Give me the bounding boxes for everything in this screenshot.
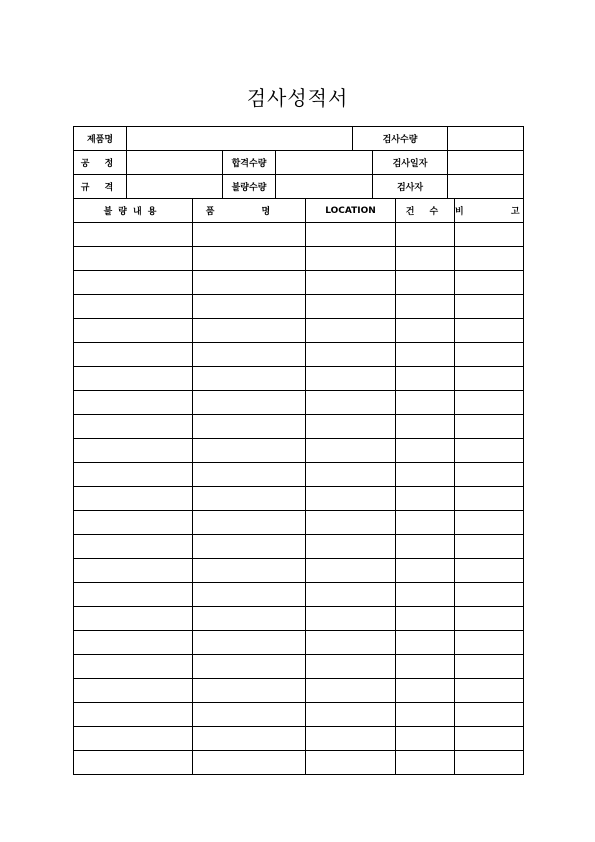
location-cell[interactable] bbox=[306, 415, 396, 439]
remarks-cell[interactable] bbox=[455, 607, 524, 631]
count-cell[interactable] bbox=[396, 535, 455, 559]
count-cell[interactable] bbox=[396, 655, 455, 679]
item-name-cell[interactable] bbox=[193, 655, 306, 679]
defect-content-cell[interactable] bbox=[74, 679, 193, 703]
defect-content-cell[interactable] bbox=[74, 295, 193, 319]
item-name-cell[interactable] bbox=[193, 583, 306, 607]
process-field[interactable] bbox=[127, 151, 223, 175]
count-cell[interactable] bbox=[396, 439, 455, 463]
remarks-cell[interactable] bbox=[455, 727, 524, 751]
table-row bbox=[74, 319, 524, 343]
count-cell[interactable] bbox=[396, 463, 455, 487]
item-name-cell[interactable] bbox=[193, 319, 306, 343]
location-cell[interactable] bbox=[306, 535, 396, 559]
location-cell[interactable] bbox=[306, 367, 396, 391]
table-row bbox=[74, 727, 524, 751]
remarks-cell[interactable] bbox=[455, 583, 524, 607]
item-name-cell[interactable] bbox=[193, 271, 306, 295]
item-name-cell[interactable] bbox=[193, 295, 306, 319]
location-cell[interactable] bbox=[306, 271, 396, 295]
count-cell[interactable] bbox=[396, 703, 455, 727]
remarks-cell[interactable] bbox=[455, 487, 524, 511]
defect-content-cell[interactable] bbox=[74, 703, 193, 727]
remarks-cell[interactable] bbox=[455, 391, 524, 415]
table-row bbox=[74, 391, 524, 415]
defect-content-cell[interactable] bbox=[74, 751, 193, 775]
column-header-defect-content: 불량내용 bbox=[74, 199, 193, 223]
table-row bbox=[74, 703, 524, 727]
location-cell[interactable] bbox=[306, 223, 396, 247]
count-cell[interactable] bbox=[396, 415, 455, 439]
remarks-cell[interactable] bbox=[455, 223, 524, 247]
defect-content-cell[interactable] bbox=[74, 367, 193, 391]
header-info-table bbox=[73, 126, 524, 199]
remarks-cell[interactable] bbox=[455, 535, 524, 559]
table-row bbox=[74, 631, 524, 655]
defect-content-cell[interactable] bbox=[74, 439, 193, 463]
defect-table-header bbox=[74, 199, 524, 223]
location-cell[interactable] bbox=[306, 511, 396, 535]
item-name-cell[interactable] bbox=[193, 463, 306, 487]
table-row bbox=[74, 367, 524, 391]
count-cell[interactable] bbox=[396, 223, 455, 247]
location-cell[interactable] bbox=[306, 295, 396, 319]
defect-content-cell[interactable] bbox=[74, 487, 193, 511]
location-cell[interactable] bbox=[306, 727, 396, 751]
count-cell[interactable] bbox=[396, 679, 455, 703]
item-name-cell[interactable] bbox=[193, 343, 306, 367]
pass-qty-label: 합격수량 bbox=[223, 151, 276, 175]
location-cell[interactable] bbox=[306, 439, 396, 463]
table-row bbox=[74, 607, 524, 631]
item-name-cell[interactable] bbox=[193, 679, 306, 703]
defect-table bbox=[73, 198, 542, 775]
count-cell[interactable] bbox=[396, 367, 455, 391]
location-cell[interactable] bbox=[306, 607, 396, 631]
remarks-cell[interactable] bbox=[455, 367, 524, 391]
table-row bbox=[74, 487, 524, 511]
location-cell[interactable] bbox=[306, 391, 396, 415]
table-row bbox=[74, 247, 524, 271]
table-row bbox=[74, 343, 524, 367]
item-name-cell[interactable] bbox=[193, 487, 306, 511]
inspector-field[interactable] bbox=[448, 175, 524, 199]
location-cell[interactable] bbox=[306, 703, 396, 727]
remarks-cell[interactable] bbox=[455, 703, 524, 727]
table-row bbox=[74, 511, 524, 535]
location-cell[interactable] bbox=[306, 247, 396, 271]
defect-content-cell[interactable] bbox=[74, 223, 193, 247]
remarks-cell[interactable] bbox=[455, 343, 524, 367]
remarks-cell[interactable] bbox=[455, 247, 524, 271]
count-cell[interactable] bbox=[396, 727, 455, 751]
count-cell[interactable] bbox=[396, 751, 455, 775]
inspection-qty-field[interactable] bbox=[448, 127, 524, 151]
table-row bbox=[74, 463, 524, 487]
defect-content-cell[interactable] bbox=[74, 271, 193, 295]
table-row bbox=[74, 583, 524, 607]
count-cell[interactable] bbox=[396, 295, 455, 319]
product-name-field[interactable] bbox=[127, 127, 353, 151]
table-row bbox=[74, 271, 524, 295]
column-header-remarks: 비 고 bbox=[455, 199, 524, 223]
spec-field[interactable] bbox=[127, 175, 223, 199]
column-header-count: 건 수 bbox=[396, 199, 455, 223]
count-cell[interactable] bbox=[396, 511, 455, 535]
table-row bbox=[74, 655, 524, 679]
defect-content-cell[interactable] bbox=[74, 583, 193, 607]
item-name-cell[interactable] bbox=[193, 367, 306, 391]
document-title: 검사성적서 bbox=[246, 86, 349, 110]
item-name-cell[interactable] bbox=[193, 559, 306, 583]
count-cell[interactable] bbox=[396, 487, 455, 511]
remarks-cell[interactable] bbox=[455, 415, 524, 439]
location-cell[interactable] bbox=[306, 343, 396, 367]
defect-content-cell[interactable] bbox=[74, 415, 193, 439]
remarks-cell[interactable] bbox=[455, 559, 524, 583]
item-name-cell[interactable] bbox=[193, 511, 306, 535]
remarks-cell[interactable] bbox=[455, 751, 524, 775]
defect-content-cell[interactable] bbox=[74, 559, 193, 583]
inspection-date-field[interactable] bbox=[448, 151, 524, 175]
count-cell[interactable] bbox=[396, 583, 455, 607]
table-row bbox=[74, 751, 524, 775]
location-cell[interactable] bbox=[306, 655, 396, 679]
item-name-cell[interactable] bbox=[193, 703, 306, 727]
remarks-cell[interactable] bbox=[455, 271, 524, 295]
column-header-location: LOCATION bbox=[306, 199, 396, 223]
item-name-cell[interactable] bbox=[193, 247, 306, 271]
table-row bbox=[74, 559, 524, 583]
table-row bbox=[74, 535, 524, 559]
inspection-qty-label: 검사수량 bbox=[353, 127, 448, 151]
defect-content-cell[interactable] bbox=[74, 631, 193, 655]
count-cell[interactable] bbox=[396, 271, 455, 295]
location-cell[interactable] bbox=[306, 751, 396, 775]
location-cell[interactable] bbox=[306, 319, 396, 343]
location-cell[interactable] bbox=[306, 559, 396, 583]
item-name-cell[interactable] bbox=[193, 223, 306, 247]
item-name-cell[interactable] bbox=[193, 391, 306, 415]
process-label: 공 정 bbox=[74, 151, 127, 175]
item-name-cell[interactable] bbox=[193, 751, 306, 775]
column-header-item-name: 품 명 bbox=[193, 199, 306, 223]
defect-qty-label: 불량수량 bbox=[223, 175, 276, 199]
defect-content-cell[interactable] bbox=[74, 247, 193, 271]
defect-content-cell[interactable] bbox=[74, 319, 193, 343]
table-row bbox=[74, 295, 524, 319]
table-row bbox=[74, 679, 524, 703]
defect-content-cell[interactable] bbox=[74, 655, 193, 679]
count-cell[interactable] bbox=[396, 559, 455, 583]
location-cell[interactable] bbox=[306, 631, 396, 655]
remarks-cell[interactable] bbox=[455, 679, 524, 703]
spec-label: 규 격 bbox=[74, 175, 127, 199]
remarks-cell[interactable] bbox=[455, 631, 524, 655]
location-cell[interactable] bbox=[306, 463, 396, 487]
remarks-cell[interactable] bbox=[455, 511, 524, 535]
product-name-label: 제품명 bbox=[74, 127, 127, 151]
defect-content-cell[interactable] bbox=[74, 343, 193, 367]
defect-content-cell[interactable] bbox=[74, 391, 193, 415]
location-cell[interactable] bbox=[306, 487, 396, 511]
remarks-cell[interactable] bbox=[455, 295, 524, 319]
location-cell[interactable] bbox=[306, 583, 396, 607]
count-cell[interactable] bbox=[396, 631, 455, 655]
item-name-cell[interactable] bbox=[193, 439, 306, 463]
count-cell[interactable] bbox=[396, 391, 455, 415]
defect-content-cell[interactable] bbox=[74, 535, 193, 559]
remarks-cell[interactable] bbox=[455, 439, 524, 463]
item-name-cell[interactable] bbox=[193, 535, 306, 559]
table-row bbox=[74, 439, 524, 463]
count-cell[interactable] bbox=[396, 607, 455, 631]
remarks-cell[interactable] bbox=[455, 463, 524, 487]
remarks-cell[interactable] bbox=[455, 319, 524, 343]
item-name-cell[interactable] bbox=[193, 607, 306, 631]
count-cell[interactable] bbox=[396, 343, 455, 367]
inspection-date-label: 검사일자 bbox=[373, 151, 448, 175]
defect-content-cell[interactable] bbox=[74, 607, 193, 631]
count-cell[interactable] bbox=[396, 247, 455, 271]
pass-qty-field[interactable] bbox=[276, 151, 373, 175]
location-cell[interactable] bbox=[306, 679, 396, 703]
item-name-cell[interactable] bbox=[193, 727, 306, 751]
table-row bbox=[74, 415, 524, 439]
item-name-cell[interactable] bbox=[193, 631, 306, 655]
count-cell[interactable] bbox=[396, 319, 455, 343]
inspector-label: 검사자 bbox=[373, 175, 448, 199]
defect-content-cell[interactable] bbox=[74, 463, 193, 487]
defect-qty-field[interactable] bbox=[276, 175, 373, 199]
defect-content-cell[interactable] bbox=[74, 727, 193, 751]
defect-content-cell[interactable] bbox=[74, 511, 193, 535]
item-name-cell[interactable] bbox=[193, 415, 306, 439]
remarks-cell[interactable] bbox=[455, 655, 524, 679]
table-row bbox=[74, 223, 524, 247]
